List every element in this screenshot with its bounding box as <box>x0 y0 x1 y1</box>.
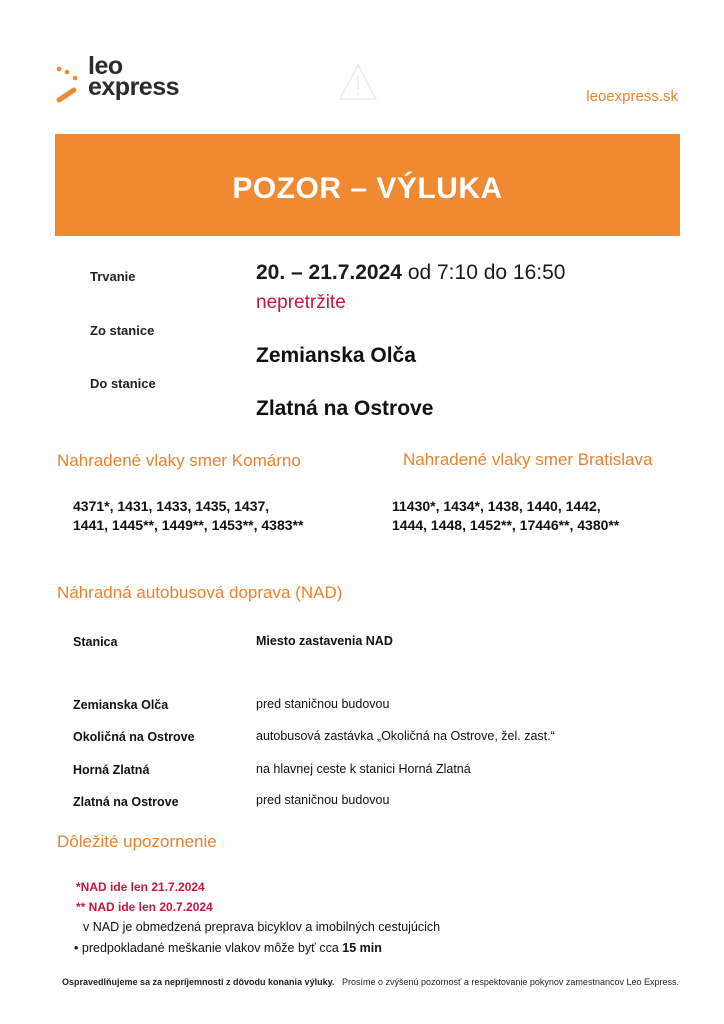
duration-dates: 20. – 21.7.2024 <box>256 261 402 284</box>
bratislava-trains-line2: 1444, 1448, 1452**, 17446**, 4380** <box>392 517 620 533</box>
nad-row-stop: pred staničnou budovou <box>256 697 390 711</box>
nad-row-station: Horná Zlatná <box>73 763 150 777</box>
page-title: POZOR – VÝLUKA <box>232 172 503 205</box>
logo-line-leo: leo <box>88 52 123 80</box>
note-nad-20: ** NAD ide len 20.7.2024 <box>76 900 213 914</box>
nad-row-stop: na hlavnej ceste k stanici Horná Zlatná <box>256 762 471 776</box>
footer <box>62 977 679 987</box>
komarno-trains <box>73 497 303 535</box>
footer-request: Prosíme o zvýšenú pozornosť a respektovanie pokynov zamestnancov Leo Express. <box>341 977 679 987</box>
bullet-dot-icon: • <box>74 941 79 955</box>
bullet-delay <box>74 941 382 955</box>
nad-heading: Náhradná autobusová doprava (NAD) <box>57 583 343 602</box>
bullet-bicycles: v NAD je obmedzená preprava bicyklov a imobilných cestujúcich <box>83 920 441 934</box>
warning-triangle-icon <box>338 62 378 102</box>
replaced-bratislava-heading: Nahradené vlaky smer Bratislava <box>403 450 653 469</box>
logo-line-express: express <box>88 73 180 101</box>
bratislava-trains <box>392 497 619 535</box>
duration-value <box>256 261 565 285</box>
from-station-value: Zemianska Olča <box>256 344 416 367</box>
nad-col-stop: Miesto zastavenia NAD <box>256 634 393 648</box>
from-station-label: Zo stanice <box>90 323 155 338</box>
footer-apology: Ospravedlňujeme sa za nepríjemnosti z dôvodu konania výluky. <box>62 977 335 987</box>
website-link[interactable]: leoexpress.sk <box>586 88 678 105</box>
delay-text: predpokladané meškanie vlakov môže byť cca <box>81 941 339 955</box>
nad-row-stop: pred staničnou budovou <box>256 793 390 807</box>
note-nad-21: *NAD ide len 21.7.2024 <box>76 880 205 894</box>
komarno-trains-line2: 1441, 1445**, 1449**, 1453**, 4383** <box>73 517 304 533</box>
komarno-trains-line1: 4371*, 1431, 1433, 1435, 1437, <box>73 498 270 514</box>
nad-col-station: Stanica <box>73 635 118 649</box>
duration-label: Trvanie <box>90 269 136 284</box>
important-heading: Dôležité upozornenie <box>57 832 217 851</box>
delay-minutes: 15 min <box>342 941 382 955</box>
nad-row-station: Zlatná na Ostrove <box>73 795 179 809</box>
duration-time: od 7:10 do 16:50 <box>407 261 566 284</box>
nad-row-station: Okoličná na Ostrove <box>73 730 195 744</box>
bratislava-trains-line1: 11430*, 1434*, 1438, 1440, 1442, <box>392 498 601 514</box>
logo-wordmark <box>88 52 180 101</box>
nad-row-stop: autobusová zastávka „Okoličná na Ostrove, žel. zast.“ <box>256 729 555 743</box>
to-station-label: Do stanice <box>90 376 156 391</box>
replaced-komarno-heading: Nahradené vlaky smer Komárno <box>57 451 301 470</box>
nad-row-station: Zemianska Olča <box>73 698 169 712</box>
continuous-note: nepretržite <box>256 292 346 313</box>
to-station-value: Zlatná na Ostrove <box>256 397 434 420</box>
